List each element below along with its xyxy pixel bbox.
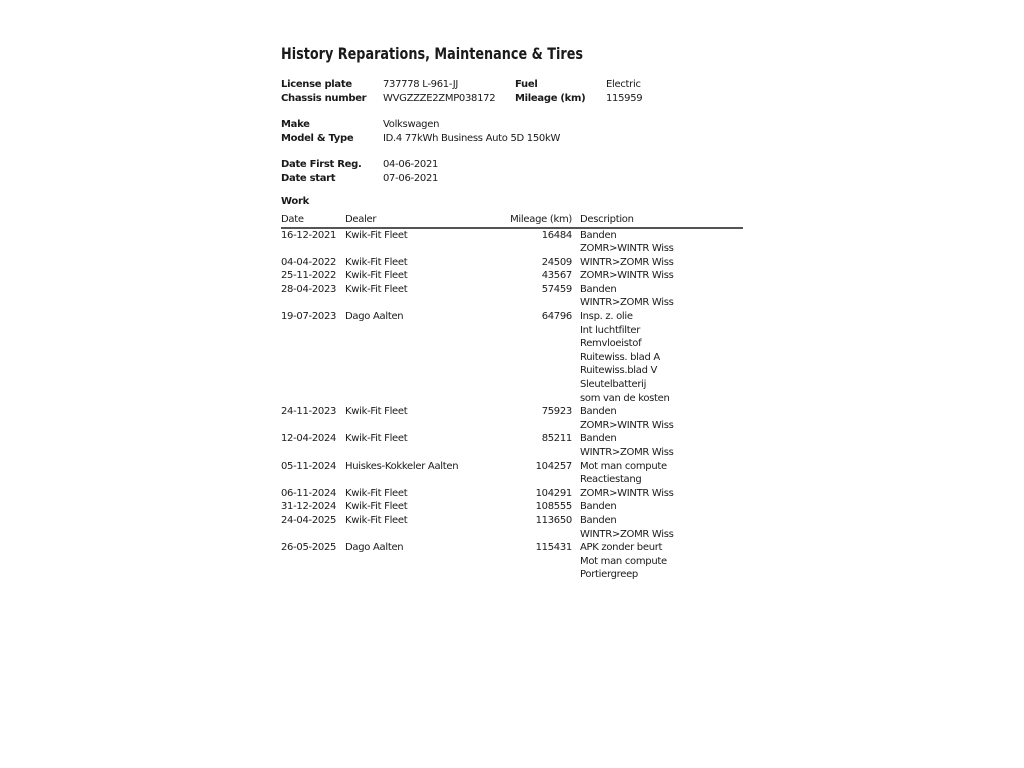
work-description bbox=[572, 500, 743, 514]
work-dealer: Dago Aalten bbox=[345, 311, 404, 323]
description-line: WINTR>ZOMR Wiss bbox=[580, 256, 674, 268]
work-date: 25-11-2022 bbox=[281, 270, 337, 282]
work-mileage: 16484 bbox=[541, 229, 572, 241]
work-mileage: 113650 bbox=[535, 514, 572, 526]
work-mileage: 43567 bbox=[541, 270, 572, 282]
vehicle-history-report bbox=[281, 0, 743, 768]
work-dealer: Kwik-Fit Fleet bbox=[345, 514, 408, 526]
work-date: 06-11-2024 bbox=[281, 487, 337, 499]
work-description bbox=[572, 432, 743, 459]
vehicle-make-section bbox=[281, 118, 743, 145]
work-mileage: 108555 bbox=[535, 501, 572, 513]
description-line: Banden bbox=[580, 514, 617, 526]
chassis-number-value: WVGZZZE2ZMP038172 bbox=[383, 92, 496, 104]
description-line: Mot man compute bbox=[580, 555, 667, 567]
column-header-mileage: Mileage (km) bbox=[510, 213, 572, 225]
work-mileage: 115431 bbox=[535, 542, 572, 554]
description-line: APK zonder beurt bbox=[580, 542, 663, 554]
work-mileage: 64796 bbox=[541, 311, 572, 323]
description-line: Banden bbox=[580, 501, 617, 513]
work-description bbox=[572, 514, 743, 541]
date-first-reg-value: 04-06-2021 bbox=[383, 159, 439, 170]
description-line: Banden bbox=[580, 283, 617, 295]
work-dealer: Kwik-Fit Fleet bbox=[345, 406, 408, 418]
work-mileage: 75923 bbox=[541, 406, 572, 418]
model-type-label: Model & Type bbox=[281, 132, 354, 144]
description-line: Banden bbox=[580, 229, 617, 241]
table-row bbox=[281, 514, 743, 541]
work-date: 24-11-2023 bbox=[281, 406, 337, 418]
description-line: Banden bbox=[580, 433, 617, 445]
work-section-heading: Work bbox=[281, 196, 309, 207]
work-description bbox=[572, 487, 743, 501]
description-line: WINTR>ZOMR Wiss bbox=[580, 447, 674, 458]
description-line: ZOMR>WINTR Wiss bbox=[580, 243, 674, 255]
work-dealer: Kwik-Fit Fleet bbox=[345, 256, 408, 268]
work-dealer: Huiskes-Kokkeler Aalten bbox=[345, 460, 459, 472]
work-date: 12-04-2024 bbox=[281, 433, 337, 445]
table-row bbox=[281, 310, 743, 405]
work-dealer: Kwik-Fit Fleet bbox=[345, 229, 408, 241]
work-mileage: 104257 bbox=[535, 460, 572, 472]
vehicle-identity-section bbox=[281, 78, 743, 105]
work-description bbox=[572, 269, 743, 283]
work-dealer: Kwik-Fit Fleet bbox=[345, 501, 408, 513]
page-title: History Reparations, Maintenance & Tires bbox=[281, 44, 583, 63]
work-dealer: Kwik-Fit Fleet bbox=[345, 283, 408, 295]
description-line: WINTR>ZOMR Wiss bbox=[580, 297, 674, 309]
work-dealer: Kwik-Fit Fleet bbox=[345, 433, 408, 445]
table-row bbox=[281, 283, 743, 310]
work-mileage: 85211 bbox=[541, 433, 572, 445]
description-line: Reactiestang bbox=[580, 474, 642, 486]
work-date: 05-11-2024 bbox=[281, 460, 337, 472]
description-line: Remvloeistof bbox=[580, 338, 642, 350]
table-row bbox=[281, 460, 743, 487]
make-value: Volkswagen bbox=[383, 119, 440, 130]
column-header-dealer: Dealer bbox=[345, 213, 377, 225]
fuel-value: Electric bbox=[606, 79, 641, 90]
work-date: 19-07-2023 bbox=[281, 311, 337, 323]
description-line: ZOMR>WINTR Wiss bbox=[580, 270, 674, 282]
make-label: Make bbox=[281, 119, 310, 130]
work-mileage: 24509 bbox=[541, 256, 572, 268]
table-row bbox=[281, 269, 743, 283]
date-start-value: 07-06-2021 bbox=[383, 172, 439, 184]
table-row bbox=[281, 229, 743, 256]
work-date: 31-12-2024 bbox=[281, 501, 337, 513]
work-description bbox=[572, 256, 743, 270]
description-line: Insp. z. olie bbox=[580, 311, 633, 323]
table-row bbox=[281, 541, 743, 582]
work-table-header bbox=[281, 213, 743, 227]
work-description bbox=[572, 405, 743, 432]
description-line: som van de kosten bbox=[580, 392, 670, 404]
description-line: WINTR>ZOMR Wiss bbox=[580, 528, 674, 540]
mileage-value: 115959 bbox=[606, 92, 643, 104]
work-description bbox=[572, 541, 743, 582]
license-plate-label: License plate bbox=[281, 79, 352, 90]
fuel-label: Fuel bbox=[515, 79, 538, 90]
description-line: Mot man compute bbox=[580, 460, 667, 472]
date-first-reg-label: Date First Reg. bbox=[281, 159, 362, 170]
table-row bbox=[281, 405, 743, 432]
work-dealer: Dago Aalten bbox=[345, 542, 404, 554]
registration-dates-section bbox=[281, 158, 743, 185]
description-line: Sleutelbatterij bbox=[580, 379, 647, 391]
work-mileage: 104291 bbox=[535, 487, 572, 499]
table-row bbox=[281, 487, 743, 501]
work-dealer: Kwik-Fit Fleet bbox=[345, 270, 408, 282]
work-date: 26-05-2025 bbox=[281, 542, 337, 554]
work-date: 16-12-2021 bbox=[281, 229, 337, 241]
work-dealer: Kwik-Fit Fleet bbox=[345, 487, 408, 499]
date-start-label: Date start bbox=[281, 172, 336, 184]
description-line: Banden bbox=[580, 406, 617, 418]
work-date: 24-04-2025 bbox=[281, 514, 337, 526]
description-line: Portiergreep bbox=[580, 569, 638, 581]
column-header-description: Description bbox=[580, 213, 634, 225]
mileage-label: Mileage (km) bbox=[515, 92, 586, 104]
description-line: ZOMR>WINTR Wiss bbox=[580, 419, 674, 431]
work-description bbox=[572, 283, 743, 310]
table-row bbox=[281, 500, 743, 514]
work-date: 04-04-2022 bbox=[281, 256, 337, 268]
table-row bbox=[281, 432, 743, 459]
work-description bbox=[572, 460, 743, 487]
work-description bbox=[572, 229, 743, 256]
description-line: Int luchtfilter bbox=[580, 324, 641, 336]
table-row bbox=[281, 256, 743, 270]
description-line: Ruitewiss. blad A bbox=[580, 351, 660, 363]
work-description bbox=[572, 310, 743, 405]
chassis-number-label: Chassis number bbox=[281, 92, 367, 104]
column-header-date: Date bbox=[281, 213, 304, 225]
work-date: 28-04-2023 bbox=[281, 283, 337, 295]
work-mileage: 57459 bbox=[541, 283, 572, 295]
model-type-value: ID.4 77kWh Business Auto 5D 150kW bbox=[383, 132, 561, 144]
license-plate-value: 737778 L-961-JJ bbox=[383, 79, 459, 90]
description-line: Ruitewiss.blad V bbox=[580, 365, 658, 377]
work-table-body bbox=[281, 229, 743, 582]
description-line: ZOMR>WINTR Wiss bbox=[580, 487, 674, 499]
